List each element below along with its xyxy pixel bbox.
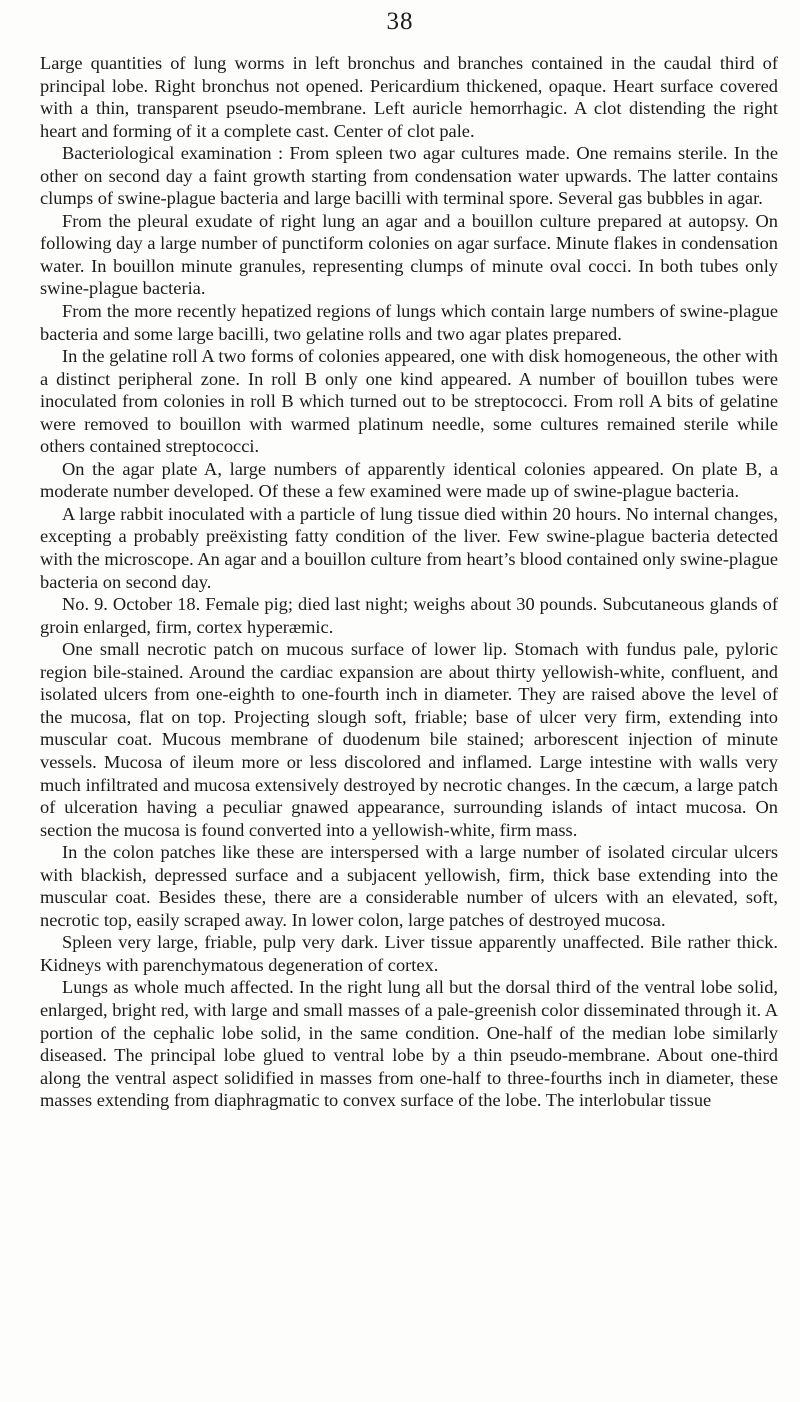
paragraph-rabbit-inoculation: A large rabbit inoculated with a particle of lung tissue died within 20 hours. No internal changes, excepting a probably preëxisting fatty condition of the liver. Few swine-plague bacteria detected with the microscope. An agar and a bouillon culture from heart’s blood contained only swine-plague bacteria on second day. xyxy=(40,503,778,592)
body-text xyxy=(40,52,778,1112)
paragraph-bacteriology-start: Large quantities of lung worms in left bronchus and branches contained in the caudal third of principal lobe. Right bronchus not opened. Pericardium thickened, opaque. Heart surface covered with a thin, transparent pseudo-membrane. Left auricle hemorrhagic. A clot distending the right heart and forming of it a complete cast. Center of clot pale. xyxy=(40,53,778,141)
paragraph-necrotic-patch: One small necrotic patch on mucous surface of lower lip. Stomach with fundus pale, pyloric region bile-stained. Around the cardiac expansion are about thirty yellowish-white, confluent, and isolated ulcers from one-eighth to one-fourth inch in diameter. They are raised above the level of the mucosa, flat on top. Projecting slough soft, friable; base of ulcer very firm, extending into muscular coat. Mucous membrane of duodenum bile stained; arborescent injection of minute vessels. Mucosa of ileum more or less discolored and inflamed. Large intestine with walls very much infiltrated and mucosa extensively destroyed by necrotic changes. In the cæcum, a large patch of ulceration having a peculiar gnawed appearance, surrounding islands of intact mucosa. On section the mucosa is found converted into a yellowish-white, firm mass. xyxy=(40,639,778,840)
paragraph-spleen-liver: Spleen very large, friable, pulp very dark. Liver tissue apparently unaffected. Bile rather thick. Kidneys with parenchymatous degeneration of cortex. xyxy=(40,932,778,975)
paragraph-lungs: Lungs as whole much affected. In the right lung all but the dorsal third of the ventral lobe solid, enlarged, bright red, with large and small masses of a pale-greenish color disseminated through it. A portion of the cephalic lobe solid, in the same condition. One-half of the median lobe similarly diseased. The principal lobe glued to ventral lobe by a thin pseudo-membrane. About one-third along the ventral aspect solidified in masses from one-half to three-fourths inch in diameter, these masses extending from diaphragmatic to convex surface of the lobe. The interlobular tissue xyxy=(40,977,778,1111)
paragraph-colon-ulcers: In the colon patches like these are interspersed with a large number of isolated circular ulcers with blackish, depressed surface and a subjacent yellowish, firm, thick base extending into the muscular coat. Besides these, there are a considerable number of ulcers with an elevated, soft, necrotic top, easily scraped away. In lower colon, large patches of destroyed mucosa. xyxy=(40,842,778,930)
paragraph-pleural-exudate: From the pleural exudate of right lung an agar and a bouillon culture prepared at autopsy. On following day a large number of punctiform colonies on agar surface. Minute flakes in condensation water. In bouillon minute granules, representing clumps of minute oval cocci. In both tubes only swine-plague bacteria. xyxy=(40,210,778,299)
paragraph-hepatized-regions: From the more recently hepatized regions of lungs which contain large numbers of swine-plague bacteria and some large bacilli, two gelatine rolls and two agar plates prepared. xyxy=(40,301,778,344)
paragraph-gelatine-roll: In the gelatine roll A two forms of colonies appeared, one with disk homogeneous, the other with a distinct peripheral zone. In roll B only one kind appeared. A number of bouillon tubes were inoculated from colonies in roll B which turned out to be streptococci. From roll A bits of gelatine were removed to bouillon with warmed platinum needle, some cultures remained sterile while others contained streptococci. xyxy=(40,346,778,457)
page-number: 38 xyxy=(386,8,414,35)
paragraph-spleen-cultures: Bacteriological examination : From spleen two agar cultures made. One remains sterile. In the other on second day a faint growth starting from condensation water upwards. The latter contains clumps of swine-plague bacteria and large bacilli with terminal spore. Several gas bubbles in agar. xyxy=(40,143,778,209)
paragraph-case-no-9: No. 9. October 18. Female pig; died last night; weighs about 30 pounds. Subcutaneous glands of groin enlarged, firm, cortex hyperæmic. xyxy=(40,594,778,637)
paragraph-agar-plate: On the agar plate A, large numbers of apparently identical colonies appeared. On plate B, a moderate number developed. Of these a few examined were made up of swine-plague bacteria. xyxy=(40,458,778,502)
